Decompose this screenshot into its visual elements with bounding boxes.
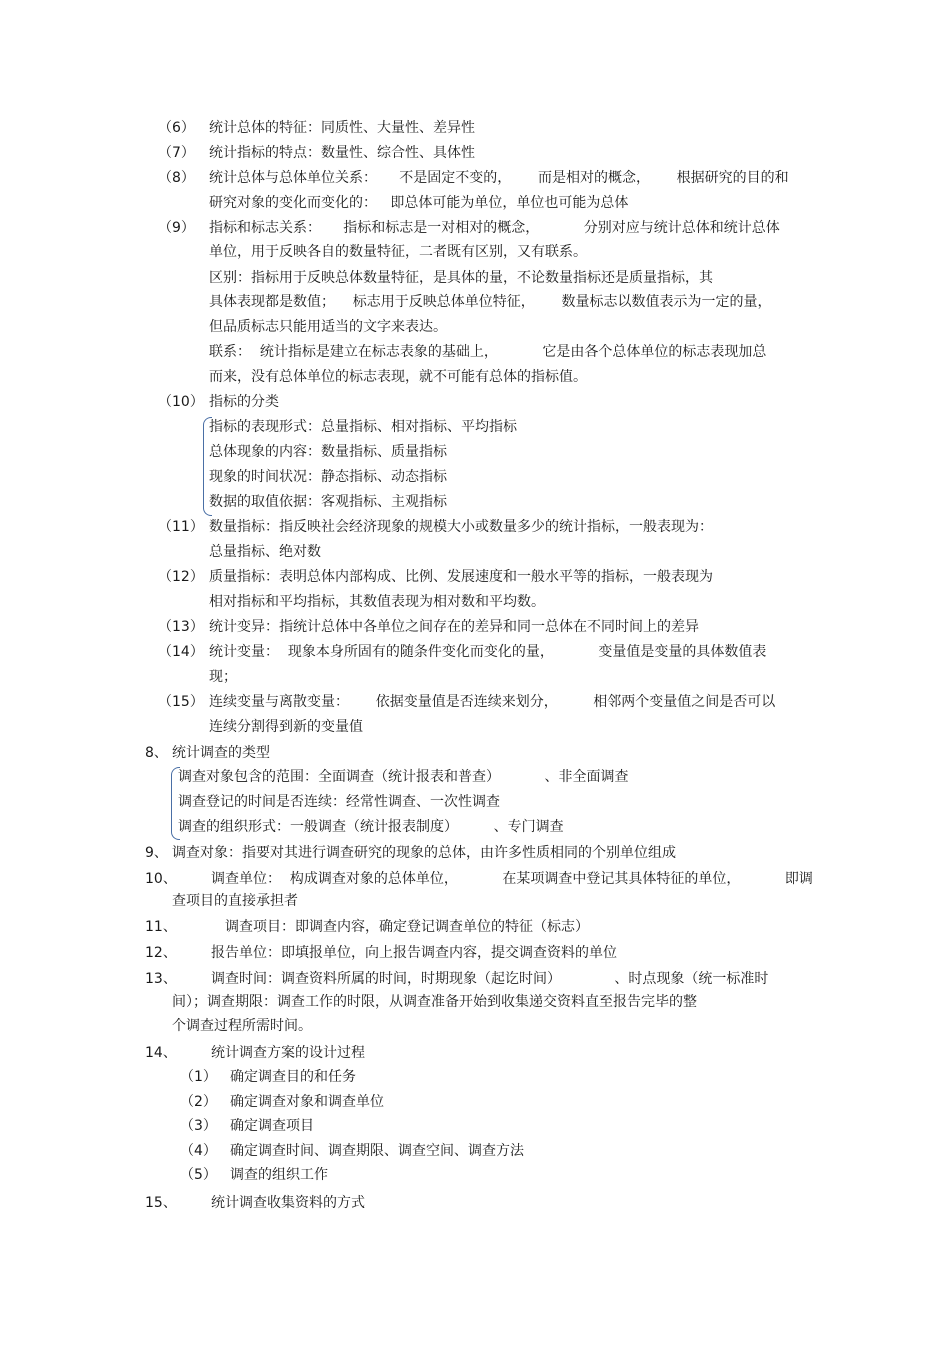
- text-line: 调查登记的时间是否连续：经常性调查、一次性调查: [178, 794, 500, 810]
- text-line: 数据的取值依据：客观指标、主观指标: [209, 494, 447, 510]
- text-line: 调查的组织工作: [230, 1167, 328, 1183]
- text-line: 统计指标的特点：数量性、综合性、具体性: [209, 145, 475, 161]
- item-number: （1）: [180, 1069, 217, 1085]
- text-line: 统计调查的类型: [172, 745, 270, 761]
- text-line: 研究对象的变化而变化的： 即总体可能为单位，单位也可能为总体: [209, 195, 629, 211]
- item-number: 12、: [145, 945, 177, 961]
- brace-bracket: [171, 767, 180, 840]
- item-number: （14）: [158, 644, 204, 660]
- text-line: 数量指标：指反映社会经济现象的规模大小或数量多少的统计指标，一般表现为：: [209, 519, 713, 535]
- text-line: 统计总体的特征：同质性、大量性、差异性: [209, 120, 475, 136]
- text-line: 统计总体与总体单位关系： 不是固定不变的， 而是相对的概念， 根据研究的目的和: [209, 170, 789, 186]
- item-number: （9）: [158, 220, 195, 236]
- text-line: 统计调查方案的设计过程: [211, 1045, 365, 1061]
- item-number: 13、: [145, 971, 177, 987]
- text-line: 指标的分类: [209, 394, 279, 410]
- item-number: （3）: [180, 1118, 217, 1134]
- text-line: 相对指标和平均指标，其数值表现为相对数和平均数。: [209, 594, 545, 610]
- text-line: 确定调查项目: [230, 1118, 314, 1134]
- item-number: 8、: [145, 745, 168, 761]
- item-number: 14、: [145, 1045, 177, 1061]
- text-line: 间）；调查期限：调查工作的时限，从调查准备开始到收集递交资料直至报告完毕的整: [172, 994, 697, 1010]
- text-line: 指标的表现形式：总量指标、相对指标、平均指标: [209, 419, 517, 435]
- item-number: 11、: [145, 919, 177, 935]
- text-line: 连续分割得到新的变量值: [209, 719, 363, 735]
- text-line: 区别：指标用于反映总体数量特征，是具体的量，不论数量指标还是质量指标，其: [209, 270, 713, 286]
- item-number: （5）: [180, 1167, 217, 1183]
- item-number: （15）: [158, 694, 204, 710]
- text-line: 但品质标志只能用适当的文字来表达。: [209, 319, 447, 335]
- text-line: 调查的组织形式：一般调查（统计报表制度） 、专门调查: [178, 819, 564, 835]
- text-line: 调查对象：指要对其进行调查研究的现象的总体，由许多性质相同的个别单位组成: [172, 845, 676, 861]
- text-line: 具体表现都是数值； 标志用于反映总体单位特征， 数量标志以数值表示为一定的量，: [209, 294, 772, 310]
- item-number: （2）: [180, 1094, 217, 1110]
- text-line: 调查时间：调查资料所属的时间，时期现象（起讫时间） 、时点现象（统一标准时: [211, 971, 769, 987]
- text-line: 调查对象包含的范围：全面调查（统计报表和普查） 、非全面调查: [178, 769, 629, 785]
- item-number: （4）: [180, 1143, 217, 1159]
- item-number: 10、: [145, 871, 177, 887]
- text-line: 统计变异：指统计总体中各单位之间存在的差异和同一总体在不同时间上的差异: [209, 619, 699, 635]
- item-number: （10）: [158, 394, 204, 410]
- text-line: 确定调查时间、调查期限、调查空间、调查方法: [230, 1143, 524, 1159]
- text-line: 确定调查目的和任务: [230, 1069, 356, 1085]
- text-line: 单位，用于反映各自的数量特征，二者既有区别，又有联系。: [209, 244, 587, 260]
- text-line: 现；: [209, 669, 237, 685]
- text-line: 确定调查对象和调查单位: [230, 1094, 384, 1110]
- item-number: 15、: [145, 1195, 177, 1211]
- text-line: 报告单位：即填报单位，向上报告调查内容，提交调查资料的单位: [211, 945, 617, 961]
- item-number: 9、: [145, 845, 168, 861]
- text-line: 总体现象的内容：数量指标、质量指标: [209, 444, 447, 460]
- item-number: （11）: [158, 519, 204, 535]
- text-line: 现象的时间状况：静态指标、动态指标: [209, 469, 447, 485]
- text-line: 个调查过程所需时间。: [172, 1018, 312, 1034]
- brace-bracket: [203, 417, 212, 516]
- text-line: 质量指标：表明总体内部构成、比例、发展速度和一般水平等的指标，一般表现为: [209, 569, 713, 585]
- item-number: （7）: [158, 145, 195, 161]
- text-line: 而来，没有总体单位的标志表现，就不可能有总体的指标值。: [209, 369, 587, 385]
- text-line: 联系： 统计指标是建立在标志表象的基础上， 它是由各个总体单位的标志表现加总: [209, 344, 767, 360]
- text-line: 统计调查收集资料的方式: [211, 1195, 365, 1211]
- text-line: 总量指标、绝对数: [209, 544, 321, 560]
- text-line: 调查单位： 构成调查对象的总体单位， 在某项调查中登记其具体特征的单位， 即调: [211, 871, 813, 887]
- text-line: 连续变量与离散变量： 依据变量值是否连续来划分， 相邻两个变量值之间是否可以: [209, 694, 776, 710]
- text-line: 调查项目：即调查内容，确定登记调查单位的特征（标志）: [225, 919, 589, 935]
- item-number: （13）: [158, 619, 204, 635]
- item-number: （6）: [158, 120, 195, 136]
- text-line: 指标和标志关系： 指标和标志是一对相对的概念， 分别对应与统计总体和统计总体: [209, 220, 780, 236]
- item-number: （12）: [158, 569, 204, 585]
- text-line: 统计变量： 现象本身所固有的随条件变化而变化的量， 变量值是变量的具体数值表: [209, 644, 767, 660]
- item-number: （8）: [158, 170, 195, 186]
- text-line: 查项目的直接承担者: [172, 893, 298, 909]
